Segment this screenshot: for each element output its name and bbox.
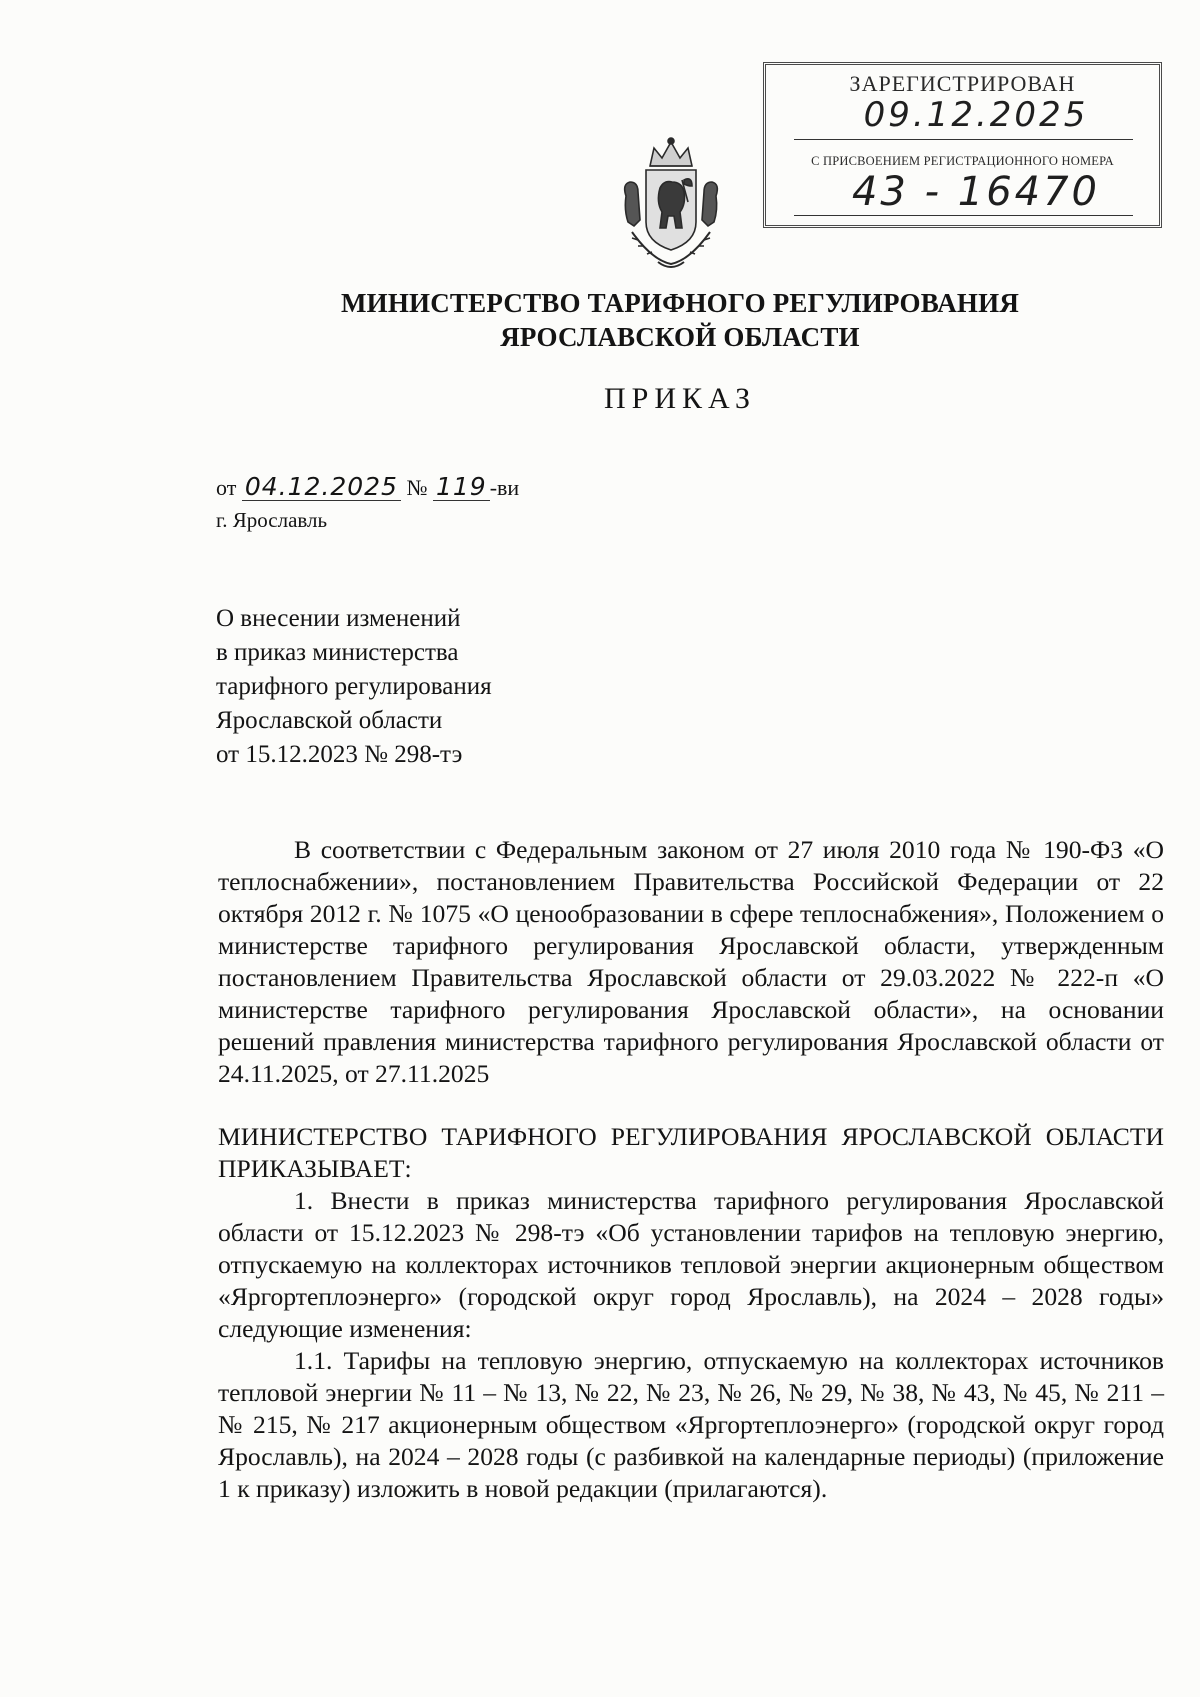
order-subject — [216, 602, 492, 772]
stamp-note: С ПРИСВОЕНИЕМ РЕГИСТРАЦИОННОГО НОМЕРА — [811, 154, 1114, 168]
subject-line: О внесении изменений — [216, 605, 461, 632]
order-date-number-line — [216, 474, 519, 501]
orders-statement: МИНИСТЕРСТВО ТАРИФНОГО РЕГУЛИРОВАНИЯ ЯРОСЛАВСКОЙ ОБЛАСТИ ПРИКАЗЫВАЕТ: — [218, 1122, 1164, 1183]
subject-line: в приказ министерства — [216, 639, 459, 666]
order-item-1-1: 1.1. Тарифы на тепловую энергию, отпускаемую на коллекторах источников тепловой энергии № 11 – № 13, № 22, № 23, № 26, № 29, № 38, № 43, № 45, № 211 – № 215, № 217 акционерным обществом «Яргортеплоэнерго» (городской округ город Ярославль), на 2024 – 2028 годы (с разбивкой на календарные периоды) (приложение 1 к приказу) изложить в новой редакции (прилагаются). — [218, 1346, 1164, 1503]
order-date: 04.12.2025 — [242, 474, 401, 501]
stamp-number-underline — [794, 215, 1133, 216]
ministry-name-line1: МИНИСТЕРСТВО ТАРИФНОГО РЕГУЛИРОВАНИЯ — [340, 288, 1020, 318]
order-item-1: 1. Внести в приказ министерства тарифного регулирования Ярославской области от 15.12.2023 № 298-тэ «Об установлении тарифов на тепловую энергию, отпускаемую на коллекторах источников тепловой энергии акционерным обществом «Яргортеплоэнерго» (городской округ город Ярославль), на 2024 – 2028 годы» следующие изменения: — [218, 1186, 1164, 1343]
document-type-title: ПРИКАЗ — [604, 382, 756, 415]
stamp-title: ЗАРЕГИСТРИРОВАН — [849, 71, 1076, 96]
coat-of-arms-icon — [612, 136, 730, 276]
order-city: г. Ярославль — [216, 508, 328, 532]
order-number-sign: № — [406, 475, 428, 500]
order-number-suffix: -ви — [489, 475, 520, 500]
order-date-prefix: от — [216, 475, 237, 500]
legal-basis-paragraph: В соответствии с Федеральным законом от 27 июля 2010 года № 190-ФЗ «О теплоснабжении», постановлением Правительства Российской Федерации от 22 октября 2012 г. № 1075 «О ценообразовании в сфере теплоснабжения», Положением о министерстве тарифного регулирования Ярославской области, утвержденным постановлением Правительства Ярославской области от 29.03.2022 № 222-п «О министерстве тарифного регулирования Ярославской области», на основании решений правления министерства тарифного регулирования Ярославской области от 24.11.2025, от 27.11.2025 — [218, 835, 1164, 1088]
stamp-registration-number: 43 - 16470 — [851, 169, 1100, 215]
registration-stamp — [763, 62, 1162, 228]
stamp-date-underline — [794, 139, 1133, 140]
subject-line: от 15.12.2023 № 298-тэ — [216, 741, 463, 768]
ministry-name-line2: ЯРОСЛАВСКОЙ ОБЛАСТИ — [500, 322, 860, 352]
subject-line: Ярославской области — [216, 707, 443, 734]
subject-line: тарифного регулирования — [216, 673, 492, 700]
stamp-registration-date: 09.12.2025 — [863, 95, 1089, 135]
order-number: 119 — [433, 474, 490, 501]
